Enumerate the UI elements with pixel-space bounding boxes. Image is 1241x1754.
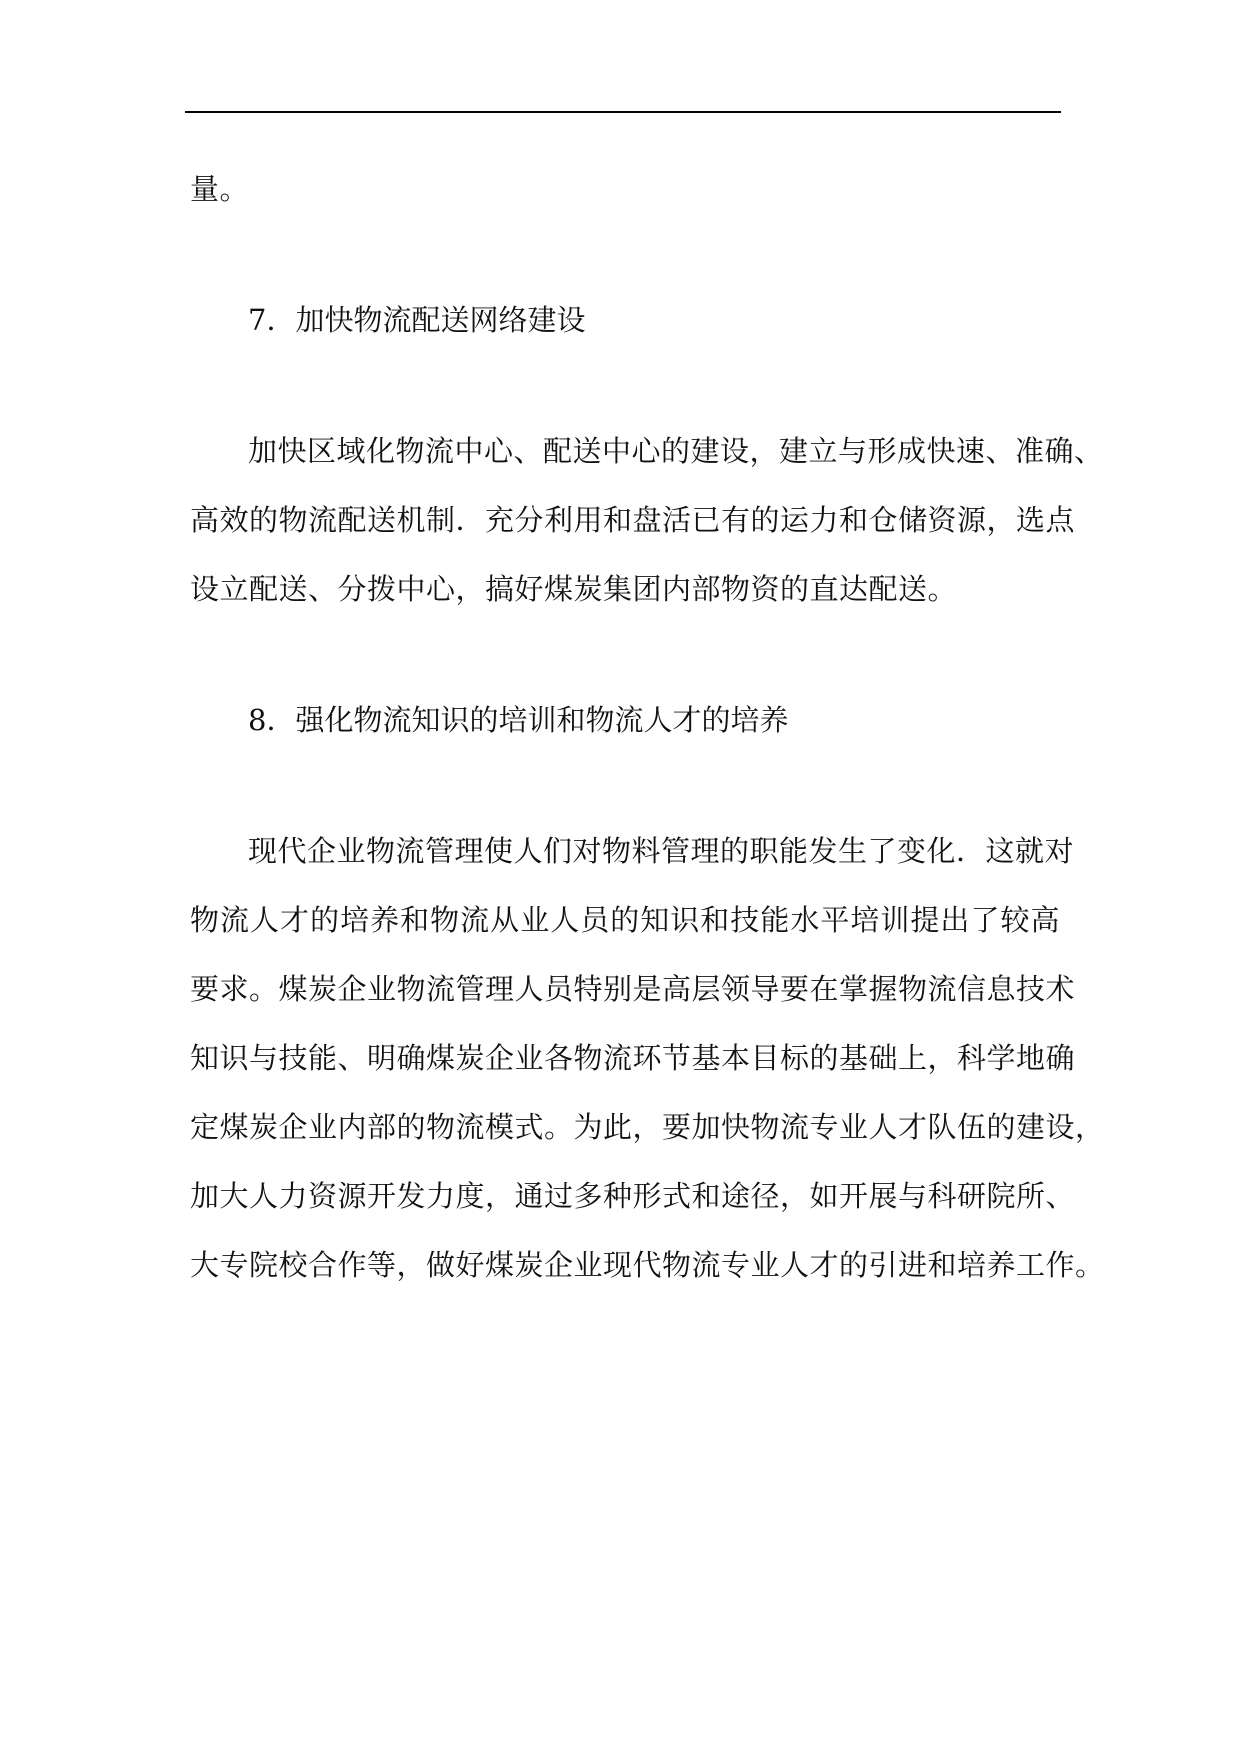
section-8-paragraph [190,817,1105,1300]
paragraph-line: 物流人才的培养和物流从业人员的知识和技能水平培训提出了较高 [190,903,1060,937]
document-body [190,155,1105,1300]
continuation-text: 量。 [190,172,250,206]
section-7-heading: 7．加快物流配送网络建设 [248,303,586,337]
spacer [190,755,1060,817]
paragraph-line: 现代企业物流管理使人们对物料管理的职能发生了变化．这就对 [248,834,1075,868]
spacer [190,224,1060,286]
section-8-heading: 8．强化物流知识的培训和物流人才的培养 [248,703,789,737]
paragraph-line: 要求。煤炭企业物流管理人员特别是高层领导要在掌握物流信息技术 [190,972,1076,1006]
header-rule [185,111,1061,113]
spacer [190,355,1060,417]
paragraph-line: 加大人力资源开发力度，通过多种形式和途径，如开展与科研院所、 [190,1179,1076,1213]
spacer [190,624,1060,686]
paragraph-line: 高效的物流配送机制．充分利用和盘活已有的运力和仓储资源，选点 [190,503,1076,537]
paragraph-line: 知识与技能、明确煤炭企业各物流环节基本目标的基础上，科学地确 [190,1041,1076,1075]
paragraph-line: 加快区域化物流中心、配送中心的建设，建立与形成快速、准确、 [248,434,1104,468]
section-7-paragraph [190,417,1104,624]
paragraph-line: 定煤炭企业内部的物流模式。为此，要加快物流专业人才队伍的建设， [190,1110,1105,1144]
paragraph-line: 大专院校合作等，做好煤炭企业现代物流专业人才的引进和培养工作。 [190,1248,1105,1282]
paragraph-line: 设立配送、分拨中心，搞好煤炭集团内部物资的直达配送。 [190,572,958,606]
